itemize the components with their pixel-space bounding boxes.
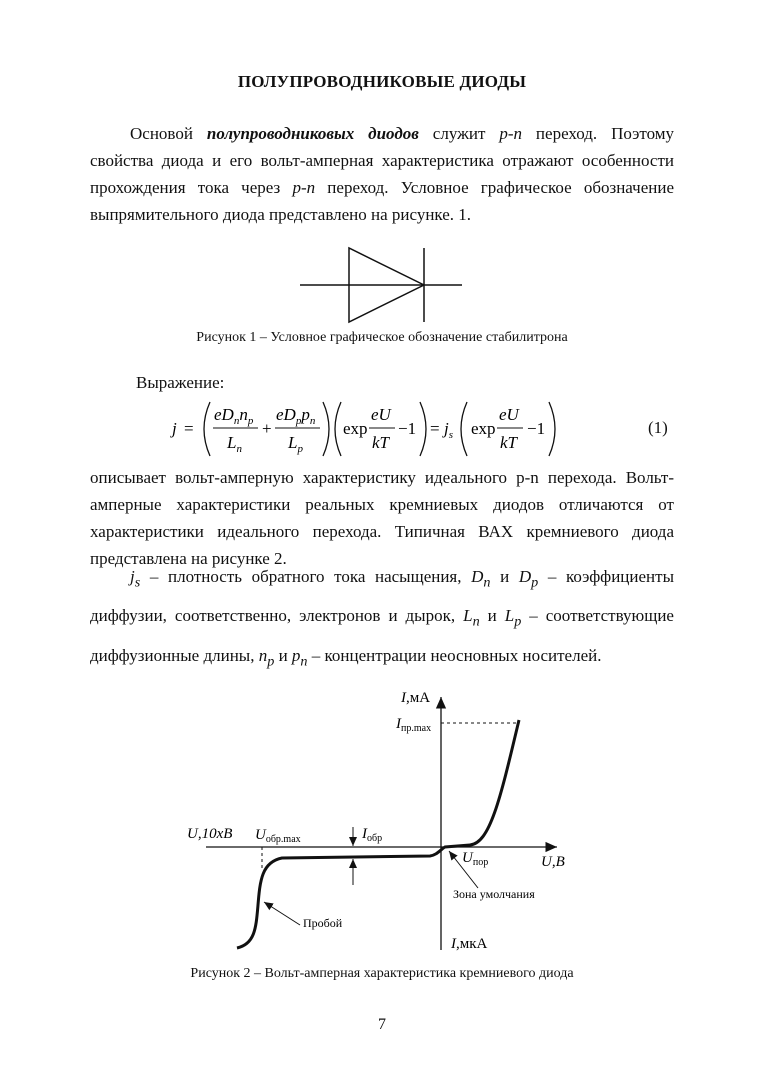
para1-text-5: переход. Поэтому свойства диода и его вольт-амперная характеристика отражают особенности прохождения тока через — [90, 124, 675, 197]
formula-den1: L — [227, 433, 237, 452]
formula-j: j — [172, 419, 177, 438]
x-axis-left-label: U,10xB — [187, 826, 233, 842]
formula-num2: eD — [276, 405, 296, 424]
u-por-symbol: U — [462, 850, 473, 866]
y-axis-top-symbol: I — [401, 690, 406, 706]
formula-exp-2: exp — [471, 419, 496, 438]
u-obr-max-symbol: U — [255, 827, 266, 843]
sym-lp-sub: p — [514, 613, 522, 630]
breakdown-label: Пробой — [303, 916, 343, 930]
formula-num2-b: p — [301, 405, 310, 424]
y-axis-top-unit: ,мА — [406, 690, 431, 706]
sym-np-sub: p — [267, 653, 275, 670]
defs-text-1: – плотность обратного тока насыщения, — [140, 567, 472, 586]
sym-pn: p — [291, 645, 301, 665]
defs-and-2: и — [479, 606, 505, 626]
expression-label: Выражение: — [136, 373, 225, 392]
formula-den1-sub: n — [236, 443, 242, 455]
para1-pn-2: p-n — [292, 178, 316, 197]
formula-minus-one-1: −1 — [398, 419, 417, 438]
defs-text-3: – соответствующие диффузионные длины, — [90, 606, 674, 665]
para1-text-1: Основой — [130, 124, 207, 143]
figure2-caption: Рисунок 2 – Вольт-амперная характеристика кремниевого диода — [190, 966, 574, 981]
page-number: 7 — [378, 1016, 386, 1033]
formula-num1-sub: n — [233, 415, 240, 427]
svg-text:I,мА — [400, 690, 430, 706]
formula-num1-b-sub: p — [247, 415, 254, 427]
breakdown-pointer — [264, 902, 300, 925]
figure1-caption: Рисунок 1 – Условное графическое обозначение стабилитрона — [196, 330, 568, 345]
i-obr-sub: обр — [367, 833, 383, 844]
sym-np: n — [258, 645, 268, 665]
formula-fracnum-2: eU — [499, 405, 519, 424]
sym-js-sub: s — [134, 574, 141, 591]
u-por-sub: пор — [472, 857, 489, 868]
formula-plus: + — [262, 419, 272, 438]
para1-emphasis: полупроводниковых диодов — [206, 124, 419, 143]
zone-label: Зона умолчания — [453, 887, 535, 901]
formula-num2-b-sub: n — [309, 415, 316, 427]
formula-fracden-1: kT — [372, 433, 389, 452]
formula-eq: = — [184, 419, 194, 438]
formula-num1-b: n — [239, 405, 248, 424]
formula-fracden-2: kT — [500, 433, 517, 452]
y-axis-bottom-symbol: I — [451, 936, 456, 952]
defs-and-3: и — [274, 645, 292, 665]
equation-number: (1) — [648, 418, 668, 437]
formula-num1: eD — [214, 405, 234, 424]
defs-text-2: – коэффициенты диффузии, соответственно, электронов и дырок, — [90, 567, 674, 626]
u-obr-max-sub: обр.max — [265, 834, 301, 845]
para1-text-7: переход. Условное графическое обозначение выпрямительного диода представлено на рисунке. 1. — [90, 178, 674, 224]
formula-exp-1: exp — [343, 419, 368, 438]
defs-text-4: – концентрации неосновных носителей. — [307, 645, 602, 665]
sym-dp-sub: p — [531, 574, 539, 591]
formula-eq-2: = — [430, 419, 440, 438]
para1-pn-1: p-n — [499, 124, 522, 143]
svg-text:I,мкА — [450, 936, 488, 952]
formula-den2: L — [288, 433, 298, 452]
svg-text:Iпр.max — [395, 716, 431, 734]
formula-fracnum-1: eU — [371, 405, 391, 424]
sym-dn: D — [471, 567, 484, 586]
svg-text:Uпор — [462, 850, 488, 868]
formula-js-sub: s — [448, 429, 454, 441]
sym-dn-sub: n — [483, 574, 491, 591]
formula-num2-sub: p — [295, 415, 302, 427]
y-axis-bottom-unit: ,мкА — [456, 936, 488, 952]
sym-lp: L — [504, 606, 515, 626]
svg-text:Uобр.max — [255, 827, 301, 845]
page-title: ПОЛУПРОВОДНИКОВЫЕ ДИОДЫ — [237, 72, 527, 91]
i-obr-symbol: I — [362, 826, 367, 842]
paragraph-description: описывает вольт-амперную характеристику идеального p-n перехода. Вольт-амперные характеристики реальных кремниевых диодов отличаются от характеристики идеального перехода. Типичная ВАХ кремниевого диода представлена на рисунке 2. — [90, 468, 674, 568]
sym-pn-sub: n — [300, 653, 308, 670]
defs-and-1: и — [490, 567, 519, 586]
sym-js: j — [130, 567, 135, 586]
formula-den2-sub: p — [297, 443, 303, 455]
formula-js: j — [444, 419, 449, 438]
sym-dp: D — [518, 567, 532, 586]
para1-text-3: служит — [418, 124, 500, 143]
x-axis-right-label: U,B — [541, 854, 565, 870]
i-pr-max-sub: пр.max — [401, 723, 432, 734]
sym-ln: L — [463, 606, 473, 626]
sym-ln-sub: n — [472, 613, 480, 630]
formula-minus-one-2: −1 — [527, 419, 546, 438]
i-pr-max-symbol: I — [396, 716, 401, 732]
svg-text:Iобр — [361, 826, 382, 844]
